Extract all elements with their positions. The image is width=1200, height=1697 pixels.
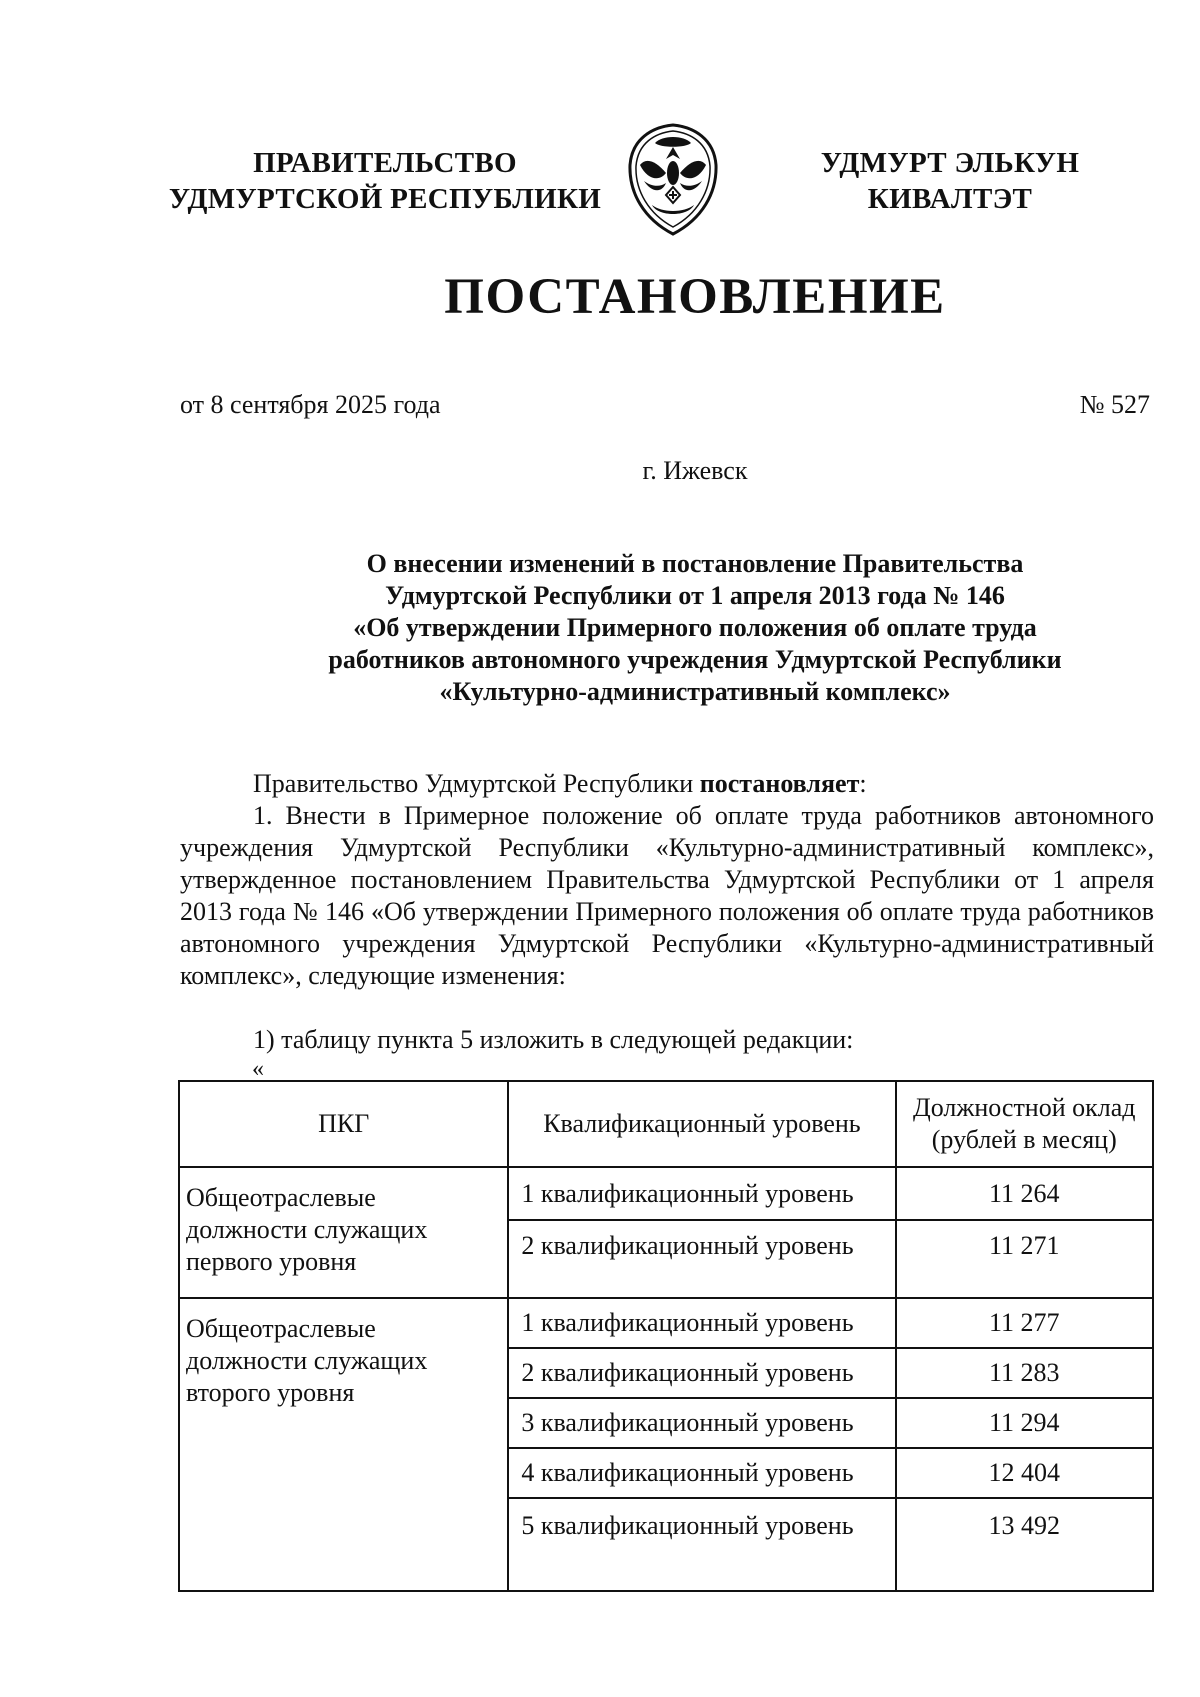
table-header-row [179,1081,1153,1167]
qualification-level: 1 квалификационный уровень [508,1167,895,1220]
salary-value: 11 277 [896,1298,1153,1348]
pkg-group-second-level [179,1298,508,1591]
subject-line-1: О внесении изменений в постановление Правительства [366,549,1024,578]
document-subject-title [230,548,1160,708]
group-name-line: второго уровня [186,1378,355,1407]
salary-value: 13 492 [896,1498,1153,1591]
decree-paragraph-1: 1. Внести в Примерное положение об оплате труда работников автономного учреждения Удмуртской Республики «Культурно-административный комплекс», утвержденное постановлением Правительства Удмуртской Республики от 1 апреля 2013 года № 146 «Об утверждении Примерного положения об оплате труда работников автономного учреждения Удмуртской Республики «Культурно-административный комплекс», следующие изменения: [180,801,1154,990]
header-salary [896,1081,1153,1167]
intro-colon: : [859,769,867,798]
document-number: № 527 [1079,390,1150,419]
qualification-level: 3 квалификационный уровень [508,1398,895,1448]
salary-value: 12 404 [896,1448,1153,1498]
header-salary-line-1: Должностной оклад [913,1093,1136,1122]
header-level: Квалификационный уровень [508,1081,895,1167]
subject-line-5: «Культурно-административный комплекс» [439,677,951,706]
salary-value: 11 264 [896,1167,1153,1220]
opening-quote-mark: « [252,1056,264,1082]
decree-paragraph-1-1: 1) таблицу пункта 5 изложить в следующей редакции: [253,1025,854,1054]
qualification-level: 2 квалификационный уровень [508,1220,895,1298]
intro-text: Правительство Удмуртской Республики [253,769,694,798]
document-city: г. Ижевск [642,456,748,485]
group-name-line: Общеотраслевые [186,1314,376,1343]
header-left-line-1: ПРАВИТЕЛЬСТВО [253,147,517,179]
qualification-level: 4 квалификационный уровень [508,1448,895,1498]
document-type-title: ПОСТАНОВЛЕНИЕ [444,269,946,325]
qualification-level: 2 квалификационный уровень [508,1348,895,1398]
header-pkg: ПКГ [179,1081,508,1167]
salary-table [178,1080,1154,1592]
udmurt-coat-of-arms-icon [622,121,725,238]
header-right-line-1: УДМУРТ ЭЛЬКУН [820,147,1080,179]
salary-value: 11 283 [896,1348,1153,1398]
header-right-line-2: КИВАЛТЭТ [867,183,1033,215]
subject-line-4: работников автономного учреждения Удмуртской Республики [328,645,1062,674]
subject-line-3: «Об утверждении Примерного положения об оплате труда [353,613,1037,642]
document-date: от 8 сентября 2025 года [180,390,441,419]
pkg-group-first-level [179,1167,508,1298]
qualification-level: 5 квалификационный уровень [508,1498,895,1591]
salary-value: 11 294 [896,1398,1153,1448]
header-salary-line-2: (рублей в месяц) [931,1125,1117,1154]
intro-bold-verb: постановляет [699,769,860,798]
subject-line-2: Удмуртской Республики от 1 апреля 2013 года № 146 [385,581,1005,610]
group-name-line: первого уровня [186,1247,357,1276]
decree-intro [180,768,1154,800]
government-name-russian [165,145,605,217]
qualification-level: 1 квалификационный уровень [508,1298,895,1348]
table-row [179,1298,1153,1348]
group-name-line: должности служащих [186,1215,428,1244]
group-name-line: должности служащих [186,1346,428,1375]
salary-value: 11 271 [896,1220,1153,1298]
table-row [179,1167,1153,1220]
government-name-udmurt [780,145,1120,217]
group-name-line: Общеотраслевые [186,1183,376,1212]
header-left-line-2: УДМУРТСКОЙ РЕСПУБЛИКИ [168,183,602,215]
